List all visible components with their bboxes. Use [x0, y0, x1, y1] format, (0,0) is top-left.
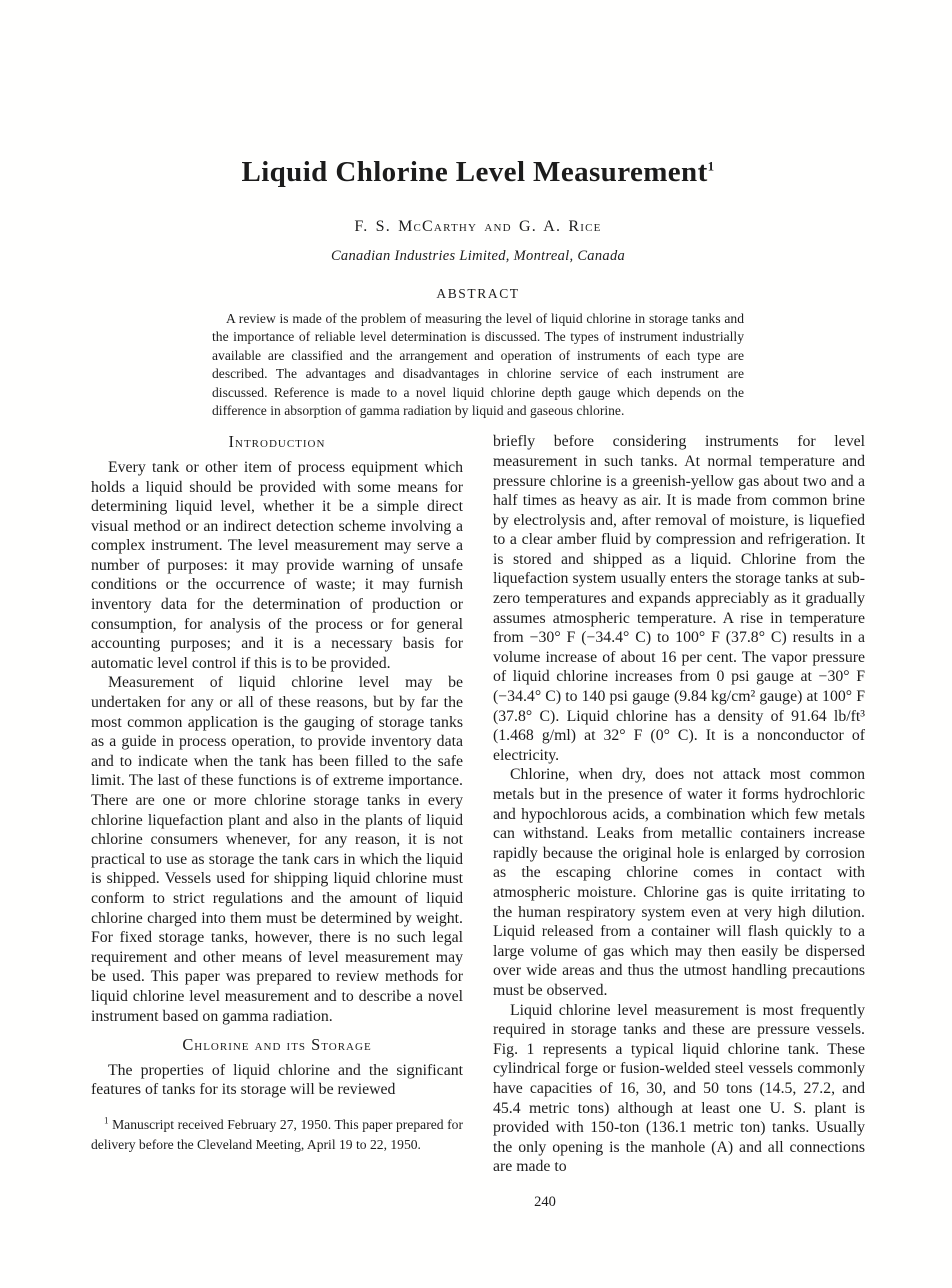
- abstract-heading: ABSTRACT: [436, 285, 520, 301]
- section-heading-introduction: Introduction: [228, 432, 326, 452]
- footnote-mark: 1: [104, 1115, 109, 1126]
- body-paragraph: Liquid chlorine level measurement is most frequently required in storage tanks and these are pressure vessels. Fig. 1 represents a typical liquid chlorine tank. These cylindrical forge or fusion-welded steel vessels commonly have capacities of 16, 30, and 50 tons (14.5, 27.2, and 45.4 metric tons) although at least one U. S. plant is provided with 150-ton (136.1 metric ton) tanks. Usually the only opening is the manhole (A) and all connections are made to: [493, 1001, 865, 1176]
- right-column: [493, 432, 865, 1177]
- abstract-section: [91, 286, 865, 420]
- body-paragraph-continuation: briefly before considering instruments for level measurement in such tanks. At normal temperature and pressure chlorine is a greenish-yellow gas about two and a half times as heavy as air. It is made from common brine by electrolysis and, after removal of moisture, is liquefied to a clear amber fluid by compression and refrigeration. It is stored and shipped as a liquid. Chlorine from the liquefaction system usually enters the storage tanks at sub-zero temperatures and expands appreciably as it gradually assumes atmospheric temperature. A rise in temperature from −30° F (−34.4° C) to 100° F (37.8° C) results in a volume increase of about 16 per cent. The vapor pressure of liquid chlorine increases from 0 psi gauge at −30° F (−34.4° C) to 140 psi gauge (9.84 kg/cm² gauge) at 100° F (37.8° C). Liquid chlorine has a density of 91.64 lb/ft³ (1.468 g/ml) at 32° F (0° C). It is a nonconductor of electricity.: [493, 433, 865, 764]
- body-paragraph: Every tank or other item of process equipment which holds a liquid should be provided with some means for determining liquid level, whether it be a simple direct visual method or an indirect detection scheme involving a complex instrument. The level measurement may serve a number of purposes: it may provide warning of unsafe conditions or the occurrence of waste; it may furnish inventory data for the determination of production or consumption, for analysis of the process or for general accounting purposes; and it is a necessary basis for automatic level control if this is to be provided.: [91, 458, 463, 672]
- title-footnote-mark: 1: [707, 158, 715, 174]
- paper-title: [91, 0, 865, 189]
- footnote-text: Manuscript received February 27, 1950. This paper prepared for delivery before the Cleveland Meeting, April 19 to 22, 1950.: [91, 1116, 463, 1152]
- two-column-body: [91, 432, 865, 1177]
- authors-line: F. S. McCarthy and G. A. Rice: [354, 217, 602, 235]
- affiliation-line: Canadian Industries Limited, Montreal, Canada: [330, 247, 626, 264]
- manuscript-footnote: [91, 1115, 463, 1155]
- section-heading-chlorine-storage: Chlorine and its Storage: [182, 1035, 372, 1055]
- paper-title-text: Liquid Chlorine Level Measurement: [241, 156, 708, 188]
- body-paragraph: Chlorine, when dry, does not attack most common metals but in the presence of water it forms hydrochloric and hypochlorous acids, a combination which few metals can withstand. Leaks from metallic containers increase rapidly because the original hole is enlarged by corrosion as the escaping chlorine comes in contact with atmospheric moisture. Chlorine gas is quite irritating to the human respiratory system even at very high dilution. Liquid released from a container will flash quickly to a large volume of gas which may then easily be dispersed over wide areas and thus the utmost handling precautions must be observed.: [493, 766, 865, 999]
- page-content: [91, 0, 865, 1210]
- left-column: [91, 432, 463, 1177]
- abstract-text: A review is made of the problem of measuring the level of liquid chlorine in storage tanks and the importance of reliable level determination is discussed. The types of instrument industrially available are classified and the arrangement and operation of instruments of each type are described. The advantages and disadvantages in chlorine service of each instrument are discussed. Reference is made to a novel liquid chlorine depth gauge which depends on the difference in absorption of gamma radiation by liquid and gaseous chlorine.: [212, 310, 744, 418]
- page-number: 240: [534, 1194, 556, 1210]
- body-paragraph: The properties of liquid chlorine and the significant features of tanks for its storage will be reviewed: [91, 1061, 463, 1099]
- body-paragraph: Measurement of liquid chlorine level may be undertaken for any or all of these reasons, but by far the most common application is the gauging of storage tanks as a guide in process operation, to provide inventory data and to indicate when the tank has been filled to the safe limit. The last of these functions is of extreme importance. There are one or more chlorine storage tanks in every chlorine liquefaction plant and also in the plants of liquid chlorine consumers whenever, for any reason, it is not practical to use as storage the tank cars in which the liquid is shipped. Vessels used for shipping liquid chlorine must conform to strict regulations and the amount of liquid chlorine charged into them must be determined by weight. For fixed storage tanks, however, there is no such legal requirement and other means of level measurement may be used. This paper was prepared to review methods for liquid chlorine level measurement and to describe a novel instrument based on gamma radiation.: [91, 674, 463, 1025]
